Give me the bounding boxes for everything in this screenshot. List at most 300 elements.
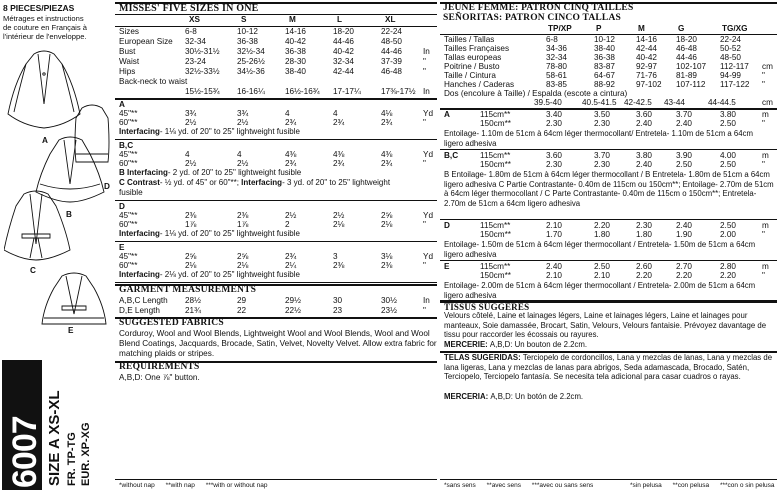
measurement-label: Back-neck to waist [119,77,188,86]
size-column-header: M [289,15,296,24]
size-value: 2.50 [720,160,736,169]
size-value: 29 [237,296,247,305]
unit-label: " [762,80,765,89]
fabrics-text: Blend Coatings, Jacquards, Brocade, Satin, Velvet, Novelty Velvet. Allow extra fabric for [119,339,437,348]
pattern-number: 6007 [6,416,44,488]
fabric-width-label: 60"** [119,118,138,127]
size-value: 10-12 [594,35,615,44]
fabric-width-label: 115cm** [480,221,511,230]
size-value: 4.00 [720,151,736,160]
instructions-line-3: l'intérieur de l'enveloppe. [3,32,87,41]
size-value: 2.60 [636,262,652,271]
size-value: 2.50 [720,221,736,230]
size-value: 40-42 [285,37,306,46]
size-value: 6-8 [546,35,558,44]
lead-label: MERCERIA: [444,392,491,401]
fabric-width-label: 60"** [119,261,138,270]
size-value: 112-117 [720,62,749,71]
divider [115,282,437,283]
unit-label: Yd [423,211,434,220]
size-value: 1⅞ [237,220,249,229]
size-value: 18-20 [333,27,354,36]
size-value: 2¾ [285,159,297,168]
size-value: 2½ [185,118,197,127]
size-value: 2⅛ [237,261,249,270]
size-value: 30 [333,296,343,305]
size-value: 2.30 [636,221,652,230]
size-value: 1.90 [676,230,692,239]
size-value: 2 [285,220,290,229]
view-label-e: E [68,326,74,335]
size-value: 2.30 [594,119,610,128]
lead-text: - 3 yd. of 20" to 25" lightweight [282,178,391,187]
size-value: 2¾ [285,252,297,261]
divider [440,219,777,220]
fabric-width-label: 60"** [119,220,138,229]
size-value: 3.40 [546,110,562,119]
size-value: 36-38 [237,37,258,46]
size-value: 4⅜ [285,150,297,159]
size-value: 2¾ [333,118,345,127]
size-value: 36-38 [594,53,615,62]
fabric-width-label: 45"** [119,211,138,220]
divider [115,139,437,140]
view-label-b: B [66,210,72,219]
size-value: 46-48 [676,44,697,53]
fabric-width-label: 150cm** [480,119,511,128]
divider [440,260,777,261]
size-value: 2.30 [546,160,562,169]
unit-label: cm [762,62,773,71]
measurement-label: European Size [119,37,173,46]
sidebar [0,0,112,495]
fabric-width-label: 45"** [119,109,138,118]
view-label-d: D [104,182,110,191]
size-value: 25-26½ [237,57,265,66]
size-value: 22-24 [720,35,741,44]
measurement-label: Sizes [119,27,140,36]
size-value: 2½ [237,159,249,168]
size-value: 3.80 [720,110,736,119]
size-value: 2.40 [676,221,692,230]
french-size-header [440,24,777,34]
size-column-header: G [678,24,685,33]
size-value: 2.20 [676,271,692,280]
size-value: 3.80 [636,151,652,160]
size-value: 50-52 [720,44,741,53]
size-value: 14-16 [636,35,657,44]
size-value: 2¾ [381,159,393,168]
view-e-drawing [42,273,106,324]
tissus-title: TISSUS SUGGERES [444,302,530,312]
size-value: 2⅜ [237,211,249,220]
measurement-label: Poitrine / Busto [444,62,500,71]
spanish-nap-footnote: *sin pelusa **con pelusa ***con o sin pelusa [630,482,775,489]
size-value: 40-42 [636,53,657,62]
paragraph [119,270,435,280]
size-value: 2¼ [285,261,297,270]
size-value: 22-24 [381,27,402,36]
unit-label: " [423,118,426,127]
paragraph [119,168,435,178]
fabric-width-label: 115cm** [480,151,511,160]
size-value: 2⅛ [381,220,393,229]
size-value: 3.60 [636,110,652,119]
size-value: 34½-36 [237,67,265,76]
fabric-width-label: 115cm** [480,262,511,271]
size-value: 94-99 [720,71,741,80]
size-value: 4⅛ [381,109,393,118]
size-value: 102-107 [676,62,707,71]
unit-label: cm [762,98,773,107]
size-column-header: M [638,24,645,33]
lead-text: - 1⅛ yd. of 20" to 25" lightweight fusible [159,229,300,238]
size-value: 44-44.5 [708,98,736,107]
size-value: 32-34 [185,37,206,46]
size-value: 1.80 [636,230,652,239]
view-label-a: A [42,136,48,145]
size-value: 92-97 [636,62,657,71]
french-spanish-panel [440,0,777,495]
english-title: MISSES' FIVE SIZES IN ONE [119,3,259,14]
size-value: 21¾ [185,306,201,315]
fabric-width-label: 45"** [119,150,138,159]
size-value: 4⅜ [333,150,345,159]
lead-label: MERCERIE: [444,340,490,349]
unit-label: Yd [423,109,434,118]
size-value: 3 [333,252,338,261]
size-value: 2½ [185,159,197,168]
size-value: 2.70 [676,262,692,271]
interfacing-body: Entoilage- 1.50m de 51cm à 64cm léger thermocollant / Entretela- 1.50m de 51cm a 64cm ligero adhesiva [444,240,756,259]
unit-label: " [423,220,426,229]
size-value: 2⅝ [237,252,249,261]
size-value: 2.40 [636,160,652,169]
size-value: 23½ [381,306,397,315]
pattern-number-block [2,360,42,490]
size-value: 2⅛ [333,220,345,229]
view-label: B,C [119,141,134,150]
telas-paragraph [444,353,774,382]
size-value: 39.5-40 [534,98,562,107]
telas-text: Terciopelo de cordoncillos, Lana y mezclas de lanas, Lana y mezclas de lana ligeras, Lana y mezclas de lanas para abrigos, Seda adamascada, Brocado, Satén, Terciopelo, Terciopelo fantasía. Se necesita tela adicional para casar cuadros o rayas. [444,353,773,381]
size-value: 44-46 [381,47,402,56]
lead-text: - 2⅛ yd. of 20" to 25" lightweight fusible [159,270,300,279]
size-value: 117-122 [720,80,750,89]
interfacing-body: B Entoilage- 1.80m de 51cm à 64cm léger thermocollant / B Entretela- 1.80m de 51cm a 64cm ligero adhesiva C Partie Contrastante- 0.40m de 115cm ou 150cm**; Entoilage- 2.70m de 51cm à 64cm léger thermocollant / C Parte Contrastante- 0.40m de 115cm o 150cm**; Entretela- 2.70m de 51cm a 64cm ligero adhesiva [444,170,774,208]
paragraph [119,178,435,188]
measurement-label: Tailles / Tallas [444,35,495,44]
size-value: 2⅜ [333,261,345,270]
interfacing-text [444,129,774,148]
garment-views-illustration [4,44,110,359]
size-value: 10-12 [237,27,258,36]
fabrics-text: Corduroy, Wool and Wool Blends, Lightweight Wool and Wool Blends, Wool and Wool [119,329,430,338]
unit-label: " [423,159,426,168]
garment-measure-label: A,B,C Length [119,296,168,305]
size-value: 2.50 [594,262,610,271]
size-value: 83-87 [594,62,615,71]
size-value: 44-46 [333,37,354,46]
french-title: JEUNE FEMME: PATRON CINQ TAILLES [443,3,634,13]
size-value: 28-30 [285,57,306,66]
size-value: 40-42 [333,47,354,56]
size-value: 3.50 [594,110,610,119]
lead-text: - 2 yd. of 20" to 25" lightweight fusible [167,168,302,177]
divider [115,241,437,242]
size-value: 2.10 [546,221,562,230]
fabric-width-label: 45"** [119,252,138,261]
size-value: 2⅝ [381,211,393,220]
size-value: 14-16 [285,27,306,36]
size-value: 4⅜ [381,150,393,159]
measurement-label: Bust [119,47,136,56]
view-b-drawing [36,137,104,202]
size-value: 3.60 [546,151,562,160]
measurement-label: Waist [119,57,140,66]
french-size-range: FR. TP-TG [66,432,78,486]
divider [440,479,777,480]
size-value: 34-36 [546,44,567,53]
size-value: 3¾ [185,109,197,118]
size-column-header: S [241,15,247,24]
size-value: 4 [185,150,190,159]
view-label-c: C [30,266,36,275]
size-value: 18-20 [676,35,697,44]
size-column-header: XL [385,15,396,24]
size-value: 2.40 [676,119,692,128]
lead-label: Interfacing [119,270,160,279]
unit-label: " [762,160,765,169]
interfacing-body: Entoilage- 1.10m de 51cm à 64cm léger thermocollant/ Entretela- 1.10m de 51cm a 64cm ligero adhesiva [444,129,754,148]
back-length-label: Dos (encolure à Taille) / Espalda (escote a cintura) [444,89,628,98]
size-value: 43-44 [664,98,685,107]
size-value: 2⅝ [185,252,197,261]
unit-label: " [423,67,426,76]
view-label: E [119,243,125,252]
lead-text: A,B,D: Un bouton de 2.2cm. [489,340,588,349]
size-value: 2.80 [720,262,736,271]
size-value: 64-67 [594,71,615,80]
size-value: 83-85 [546,80,567,89]
size-value: 30½-31½ [185,47,220,56]
size-value: 81-89 [676,71,697,80]
size-value: 2½ [333,211,345,220]
size-column-header: TP/XP [548,24,572,33]
size-value: 29½ [285,296,301,305]
divider [115,98,437,100]
measurement-label: Taille / Cintura [444,71,496,80]
divider [115,479,437,480]
english-size-header [115,15,437,25]
size-value: 58-61 [546,71,567,80]
size-value: 2¾ [285,118,297,127]
size-column-header: XS [189,15,200,24]
paragraph [119,127,435,137]
size-value: 1⅞ [185,220,197,229]
size-value: 42-42.5 [624,98,652,107]
size-value: 2.30 [546,119,562,128]
size-value: 32-34 [546,53,567,62]
view-label: B,C [444,151,459,160]
size-value: 3.70 [594,151,610,160]
size-value: 107-112 [676,80,706,89]
fabric-width-label: 115cm** [480,110,511,119]
unit-label: Yd [423,150,434,159]
size-value: 2¾ [333,159,345,168]
size-value: 2½ [285,211,297,220]
size-value: 17-17¼ [333,87,361,96]
unit-label: " [762,230,765,239]
lead-text: A,B,D: Un botón de 2.2cm. [490,392,584,401]
size-value: 32½-33½ [185,67,220,76]
size-value: 2.40 [636,119,652,128]
unit-label: Yd [423,252,434,261]
size-value: 44-46 [676,53,697,62]
measurement-label: Tailles Françaises [444,44,510,53]
paragraph: fusible [119,188,143,197]
size-value: 42-44 [636,44,657,53]
size-value: 2.10 [546,271,562,280]
interfacing-text [444,240,774,259]
size-value: 42-44 [333,67,354,76]
size-value: 4 [237,150,242,159]
unit-label: " [423,306,426,315]
divider [115,200,437,201]
unit-label: " [423,261,426,270]
interfacing-text [444,281,774,300]
french-nap-footnote: *sans sens **avec sens ***avec ou sans sens [444,482,594,489]
size-value: 2.20 [636,271,652,280]
size-value: 6-8 [185,27,197,36]
unit-label: In [423,87,430,96]
size-value: 3¾ [237,109,249,118]
view-label: A [119,100,125,109]
size-value: 16½-16¾ [285,87,320,96]
size-value: 36-38 [285,47,306,56]
unit-label: m [762,262,769,271]
lead-text: - 1⅛ yd. of 20" to 25" lightweight fusible [159,127,300,136]
lead-label: Interfacing [119,229,160,238]
size-value: 1.80 [594,230,610,239]
size-value: 15½-15¾ [185,87,220,96]
size-value: 38-40 [285,67,306,76]
english-panel [115,0,437,495]
size-value: 38-40 [594,44,615,53]
size-value: 48-50 [381,37,402,46]
view-label: E [444,262,450,271]
size-value: 2¾ [381,118,393,127]
unit-label: " [762,271,765,280]
unit-label: m [762,151,769,160]
size-value: 2.50 [720,119,736,128]
size-value: 3.70 [676,110,692,119]
size-column-header: TG/XG [722,24,748,33]
fabric-width-label: 150cm** [480,230,511,239]
requirements-text: A,B,D: One ⅞" button. [119,373,200,382]
size-value: 88-92 [594,80,615,89]
fabric-width-label: 60"** [119,159,138,168]
size-column-header: P [596,24,602,33]
requirements-title: REQUIREMENTS [119,362,200,372]
size-value: 2.40 [546,262,562,271]
unit-label: m [762,110,769,119]
size-range: SIZE A XS-XL [46,390,63,486]
divider [440,149,777,150]
unit-label: In [423,296,430,305]
telas-title: TELAS SUGERIDAS: [444,353,523,362]
size-value: 17⅜-17½ [381,87,416,96]
view-label: D [444,221,450,230]
fabric-width-label: 150cm** [480,271,511,280]
size-value: 46-48 [381,67,402,76]
instructions-line-1: Métrages et instructions [3,14,84,23]
size-value: 4 [285,109,290,118]
lead-text: - ½ yd. of 45" or 60"**; [159,178,239,187]
size-column-header: L [337,15,343,24]
measurement-label: Tallas europeas [444,53,502,62]
size-value: 2⅛ [185,261,197,270]
size-value: 22 [237,306,247,315]
pieces-count: 8 PIECES/PIEZAS [3,3,75,13]
size-value: 2.00 [720,230,736,239]
size-value: 1.70 [546,230,562,239]
lead-label: B Interfacing [119,168,168,177]
size-value: 78-80 [546,62,567,71]
size-value: 2.10 [594,271,610,280]
size-value: 32-34 [333,57,354,66]
fabric-width-label: 150cm** [480,160,511,169]
unit-label: " [762,71,765,80]
lead-label: Interfacing [238,178,283,187]
size-value: 40.5-41.5 [582,98,617,107]
view-a-drawing [8,51,80,128]
size-value: 3⅛ [381,252,393,261]
unit-label: In [423,47,430,56]
measurement-label: Hips [119,67,136,76]
size-value: 16-16¼ [237,87,265,96]
size-value: 23 [333,306,343,315]
size-value: 30½ [381,296,397,305]
size-value: 71-76 [636,71,657,80]
instructions-line-2: de couture en Français à [3,23,88,32]
nap-footnote: *without nap **with nap ***with or without nap [119,482,268,489]
spanish-title: SEÑORITAS: PATRON CINCO TALLAS [443,13,621,23]
size-value: 23-24 [185,57,206,66]
lead-label: C Contrast [119,178,160,187]
view-label: A [444,110,450,119]
size-value: 32½-34 [237,47,265,56]
european-size-range: EUR. XP-XG [80,422,92,486]
size-value: 3.90 [676,151,692,160]
size-value: 2.50 [676,160,692,169]
size-value: 2.30 [594,160,610,169]
size-value: 22½ [285,306,301,315]
garment-measurements-title: GARMENT MEASUREMENTS [119,285,257,295]
measurement-label: Hanches / Caderas [444,80,515,89]
paragraph [119,229,435,239]
size-value: 2⅜ [381,261,393,270]
fabrics-text: matching plaids or stripes. [119,349,215,358]
size-value: 4 [333,109,338,118]
interfacing-body: Entoilage- 2.00m de 51cm à 64cm léger thermocollant / Entretela- 2.00m de 51cm a 64cm ligero adhesiva [444,281,756,300]
size-value: 37-39 [381,57,402,66]
size-value: 2½ [237,118,249,127]
unit-label: " [762,119,765,128]
paragraph [444,392,774,402]
size-value: 48-50 [720,53,741,62]
size-value: 2.20 [594,221,610,230]
